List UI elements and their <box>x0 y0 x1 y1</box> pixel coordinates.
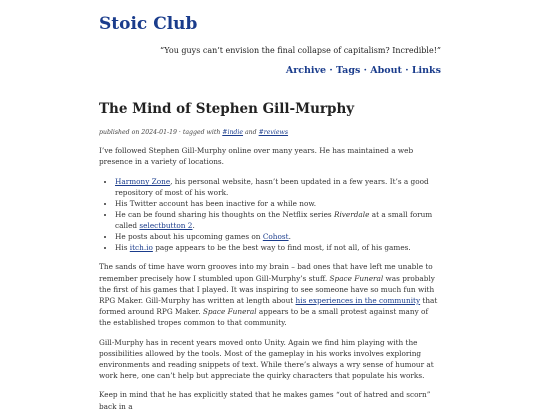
nav-tags-link[interactable]: Tags <box>336 65 361 76</box>
nav-archive-link[interactable]: Archive <box>285 65 327 76</box>
nav-separator: · <box>363 65 367 76</box>
riverdale-emphasis: Riverdale <box>333 210 370 220</box>
tag-indie-link[interactable]: #indie <box>222 129 244 136</box>
list-item-text: page appears to be the best way to find most, if not all, of his games. <box>152 243 411 253</box>
paragraph-text: was probably the first of his games that I played. It was inspiring to see someone have so much fun with RPG Maker. Gill-Murphy has written at length about <box>99 273 435 306</box>
nav-separator: · <box>329 65 333 76</box>
list-item-text: His <box>115 243 130 253</box>
closing-paragraph: Keep in mind that he has explicitly stated that he makes games “out of hatred and scorn” back in a <box>99 390 431 411</box>
post-date-text: published on 2024-01-19 · tagged with <box>99 129 223 136</box>
post-article <box>99 99 441 412</box>
site-title-link[interactable]: Stoic Club <box>99 14 198 34</box>
nav-separator: · <box>405 65 409 76</box>
list-item <box>115 198 441 209</box>
post-meta <box>99 128 441 137</box>
list-item <box>115 242 441 253</box>
selectbutton-link[interactable]: selectbutton 2 <box>139 221 193 231</box>
presence-list <box>99 176 441 253</box>
meta-and-text: and <box>243 129 259 136</box>
list-item-text: His Twitter account has been inactive for a while now. <box>115 199 317 209</box>
cohost-link[interactable]: Cohost <box>262 232 289 242</box>
list-item-text: . <box>288 232 291 242</box>
harmony-zone-link[interactable]: Harmony Zone <box>115 177 171 187</box>
paragraph-text: appears to be a small protest against many of the established tropes common to that community. <box>99 307 429 328</box>
list-item-text: He posts about his upcoming games on <box>115 232 263 242</box>
site-tagline: “You guys can’t envision the final collapse of capitalism? Incredible!” <box>159 46 441 55</box>
space-funeral-emphasis: Space Funeral <box>329 273 384 283</box>
post-title: The Mind of Stephen Gill-Murphy <box>99 101 355 117</box>
itchio-link[interactable]: itch.io <box>129 243 153 253</box>
list-item <box>115 176 441 198</box>
paragraph-text: that formed around RPG Maker. <box>99 296 438 317</box>
list-item-text: at a small forum called <box>115 210 433 231</box>
list-item-text: . <box>192 221 195 231</box>
list-item-text: He can be found sharing his thoughts on the Netflix series <box>115 210 334 220</box>
list-item-text: , his personal website, hasn’t been updated in a few years. It’s a good repository of most of his work. <box>115 177 429 198</box>
tag-reviews-link[interactable]: #reviews <box>258 129 289 136</box>
unity-paragraph: Gill-Murphy has in recent years moved onto Unity. Again we find him playing with the possibilities allowed by the tools. Most of the gameplay in his works involves exploring environments and reading snippets of text. While there’s always a wry sense of humour at work here, one can’t help but appreciate the quirky characters that populate his works. <box>99 337 434 381</box>
list-item <box>115 209 441 231</box>
main-nav <box>286 65 441 76</box>
paragraph-text: The sands of time have worn grooves into my brain – bad ones that have left me unable to remember precisely how I stumbled upon Gill-Murphy’s stuff. <box>99 262 433 283</box>
community-experiences-link[interactable]: his experiences in the community <box>295 296 421 306</box>
space-funeral-emphasis: Space Funeral <box>202 307 257 317</box>
history-paragraph <box>99 261 441 328</box>
list-item <box>115 231 441 242</box>
intro-paragraph: I’ve followed Stephen Gill-Murphy online over many years. He has maintained a web presence in a variety of locations. <box>99 146 414 167</box>
nav-about-link[interactable]: About <box>370 65 402 76</box>
nav-links-link[interactable]: Links <box>411 65 441 76</box>
